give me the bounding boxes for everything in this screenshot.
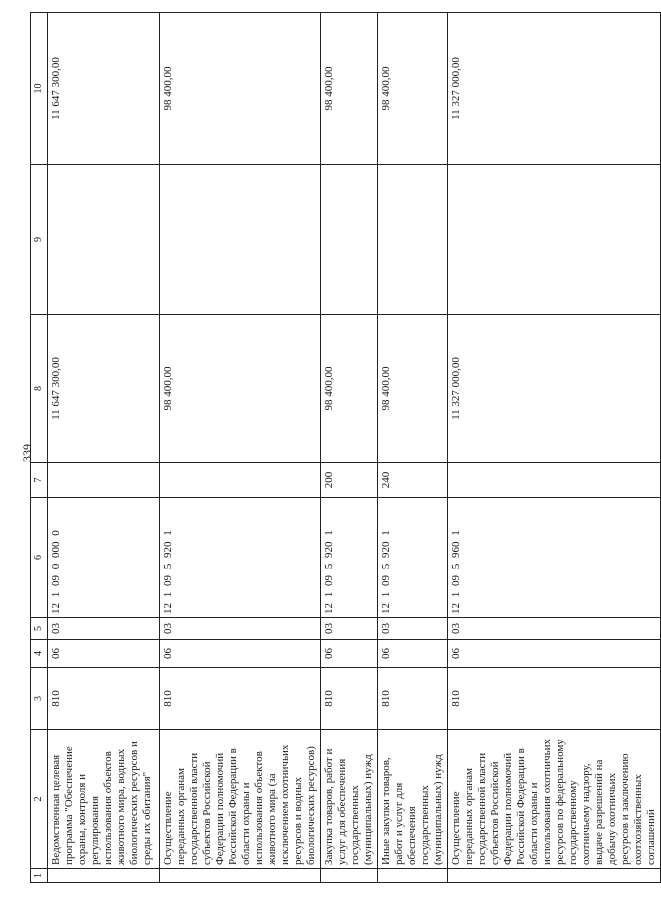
total-cell: 11 327 000,00	[448, 13, 661, 165]
header-col-5: 5	[31, 618, 48, 640]
row-description: Ведомственная целевая программа "Обеспечение охраны, контроля и регулирования использования объектов животного мира, водных биологических ресурсов и среды их обитания"	[48, 730, 160, 869]
ministry-code: 810	[321, 668, 378, 730]
table-row	[48, 13, 160, 883]
header-col-9: 9	[31, 165, 48, 315]
budget-table	[30, 12, 661, 883]
expense-type-code: 200	[321, 463, 378, 498]
header-col-2: 2	[31, 730, 48, 869]
header-col-10: 10	[31, 13, 48, 165]
header-row	[31, 13, 48, 883]
subsection-code: 03	[448, 618, 661, 640]
row-number-cell	[48, 869, 160, 883]
amount-cell: 98 400,00	[321, 315, 378, 463]
target-article-code: 12 1 09 0 000 0	[48, 498, 160, 618]
budget-table-container	[30, 13, 657, 883]
row-number-cell	[160, 869, 321, 883]
amount-cell: 98 400,00	[160, 315, 321, 463]
expense-type-code	[448, 463, 661, 498]
table-row	[378, 13, 448, 883]
ministry-code: 810	[448, 668, 661, 730]
subsection-code: 03	[321, 618, 378, 640]
row-description: Закупка товаров, работ и услуг для обеспечения государственных (муниципальных) нужд	[321, 730, 378, 869]
table-row	[321, 13, 378, 883]
row-number-cell	[321, 869, 378, 883]
expense-type-code: 240	[378, 463, 448, 498]
total-cell: 11 647 300,00	[48, 13, 160, 165]
total-cell: 98 400,00	[321, 13, 378, 165]
section-code: 06	[448, 640, 661, 668]
expense-type-code	[160, 463, 321, 498]
col9-cell	[321, 165, 378, 315]
total-cell: 98 400,00	[160, 13, 321, 165]
row-number-cell	[448, 869, 661, 883]
ministry-code: 810	[378, 668, 448, 730]
target-article-code: 12 1 09 5 920 1	[321, 498, 378, 618]
table-row	[160, 13, 321, 883]
target-article-code: 12 1 09 5 920 1	[378, 498, 448, 618]
header-col-7: 7	[31, 463, 48, 498]
row-description: Осуществление переданных органам государственной власти субъектов Российской Федерации полномочий Российской Федерации в области охраны и использования объектов животного мира (за исключением охотничьих ресурсов и водных биологических ресурсов)	[160, 730, 321, 869]
section-code: 06	[321, 640, 378, 668]
row-number-cell	[378, 869, 448, 883]
header-col-6: 6	[31, 498, 48, 618]
ministry-code: 810	[160, 668, 321, 730]
section-code: 06	[48, 640, 160, 668]
expense-type-code	[48, 463, 160, 498]
subsection-code: 03	[160, 618, 321, 640]
row-description: Иные закупки товаров, работ и услуг для обеспечения государственных (муниципальных) нужд	[378, 730, 448, 869]
header-col-8: 8	[31, 315, 48, 463]
subsection-code: 03	[378, 618, 448, 640]
table-row	[448, 13, 661, 883]
col9-cell	[48, 165, 160, 315]
subsection-code: 03	[48, 618, 160, 640]
col9-cell	[378, 165, 448, 315]
amount-cell: 11 327 000,00	[448, 315, 661, 463]
header-col-1: 1	[31, 869, 48, 883]
header-col-3: 3	[31, 668, 48, 730]
header-col-4: 4	[31, 640, 48, 668]
amount-cell: 11 647 300,00	[48, 315, 160, 463]
section-code: 06	[378, 640, 448, 668]
page-number: 339	[20, 444, 34, 462]
row-description: Осуществление переданных органам государственной власти субъектов Российской Федерации полномочий Российской Федерации в области охраны и использования охотничьих ресурсов по федеральному государственному охотничьему надзору, выдаче разрешений на добычу охотничьих ресурсов и заключению охотхозяйственных соглашений	[448, 730, 661, 869]
amount-cell: 98 400,00	[378, 315, 448, 463]
total-cell: 98 400,00	[378, 13, 448, 165]
section-code: 06	[160, 640, 321, 668]
col9-cell	[448, 165, 661, 315]
target-article-code: 12 1 09 5 920 1	[160, 498, 321, 618]
target-article-code: 12 1 09 5 960 1	[448, 498, 661, 618]
ministry-code: 810	[48, 668, 160, 730]
col9-cell	[160, 165, 321, 315]
